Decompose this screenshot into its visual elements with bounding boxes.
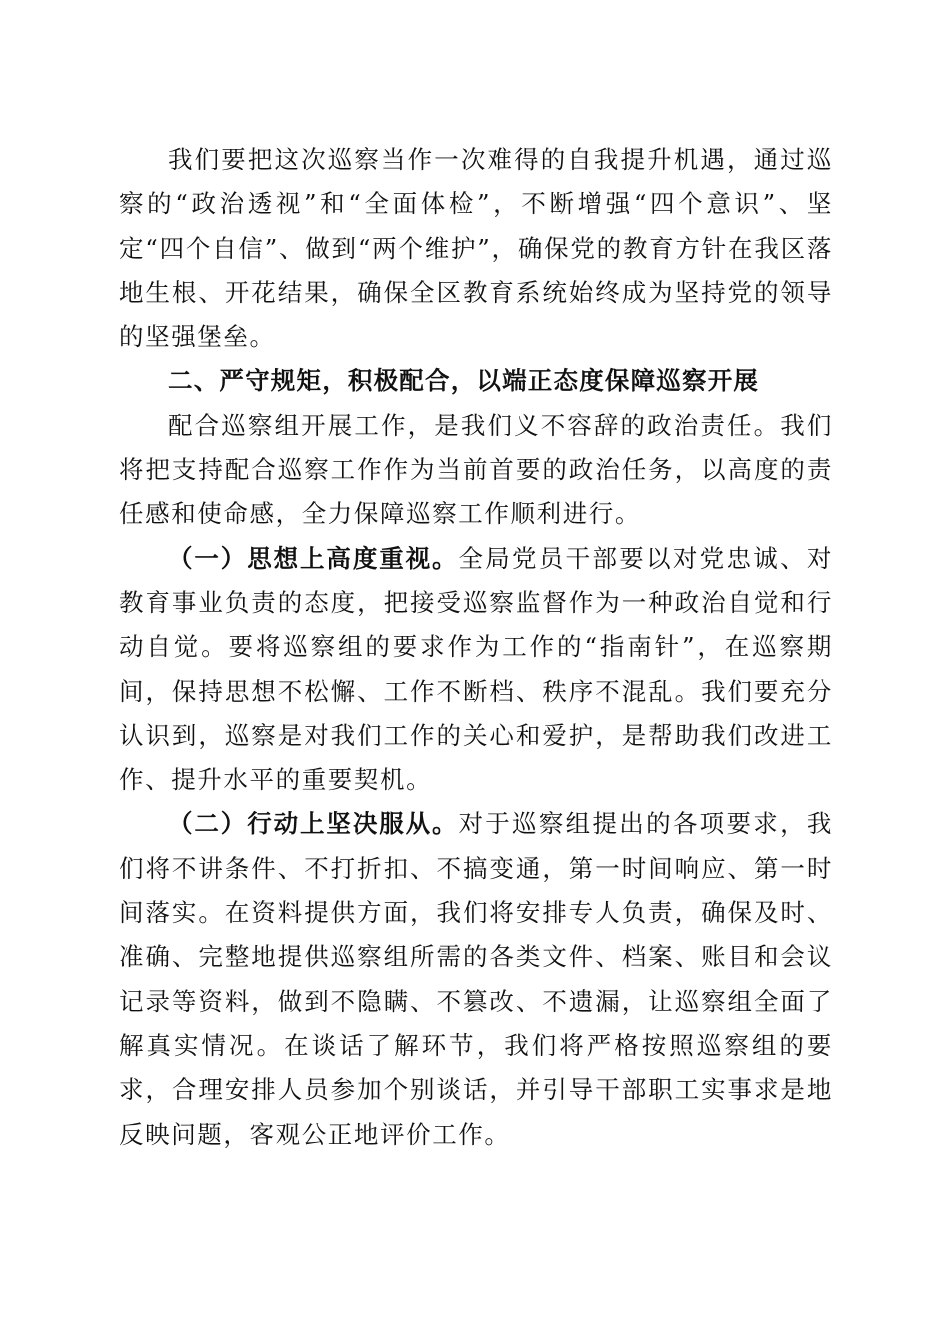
document-body: [119, 138, 833, 1157]
paragraph-section-2-intro: 配合巡察组开展工作，是我们义不容辞的政治责任。我们将把支持配合巡察工作作为当前首要的政治任务，以高度的责任感和使命感，全力保障巡察工作顺利进行。: [119, 410, 833, 529]
list-item-1: [119, 537, 833, 803]
list-item-2-lead: （二）行动上坚决服从。: [168, 809, 459, 839]
list-item-2-body: 对于巡察组提出的各项要求，我们将不讲条件、不打折扣、不搞变通，第一时间响应、第一时间落实。在资料提供方面，我们将安排专人负责，确保及时、准确、完整地提供巡察组所需的各类文件、档案、账目和会议记录等资料，做到不隐瞒、不篡改、不遗漏，让巡察组全面了解真实情况。在谈话了解环节，我们将严格按照巡察组的要求，合理安排人员参加个别谈话，并引导干部职工实事求是地反映问题，客观公正地评价工作。: [119, 809, 834, 1149]
list-item-1-body: 全局党员干部要以对党忠诚、对教育事业负责的态度，把接受巡察监督作为一种政治自觉和行动自觉。要将巡察组的要求作为工作的“指南针”，在巡察期间，保持思想不松懈、工作不断档、秩序不混乱。我们要充分认识到，巡察是对我们工作的关心和爱护，是帮助我们改进工作、提升水平的重要契机。: [119, 543, 834, 795]
paragraph-intro: 我们要把这次巡察当作一次难得的自我提升机遇，通过巡察的“政治透视”和“全面体检”，不断增强“四个意识”、坚定“四个自信”、做到“两个维护”，确保党的教育方针在我区落地生根、开花结果，确保全区教育系统始终成为坚持党的领导的坚强堡垒。: [119, 145, 833, 352]
list-item-1-lead: （一）思想上高度重视。: [168, 543, 459, 573]
section-heading-2: 二、严守规矩，积极配合，以端正态度保障巡察开展: [168, 366, 760, 396]
list-item-2: [119, 802, 833, 1156]
